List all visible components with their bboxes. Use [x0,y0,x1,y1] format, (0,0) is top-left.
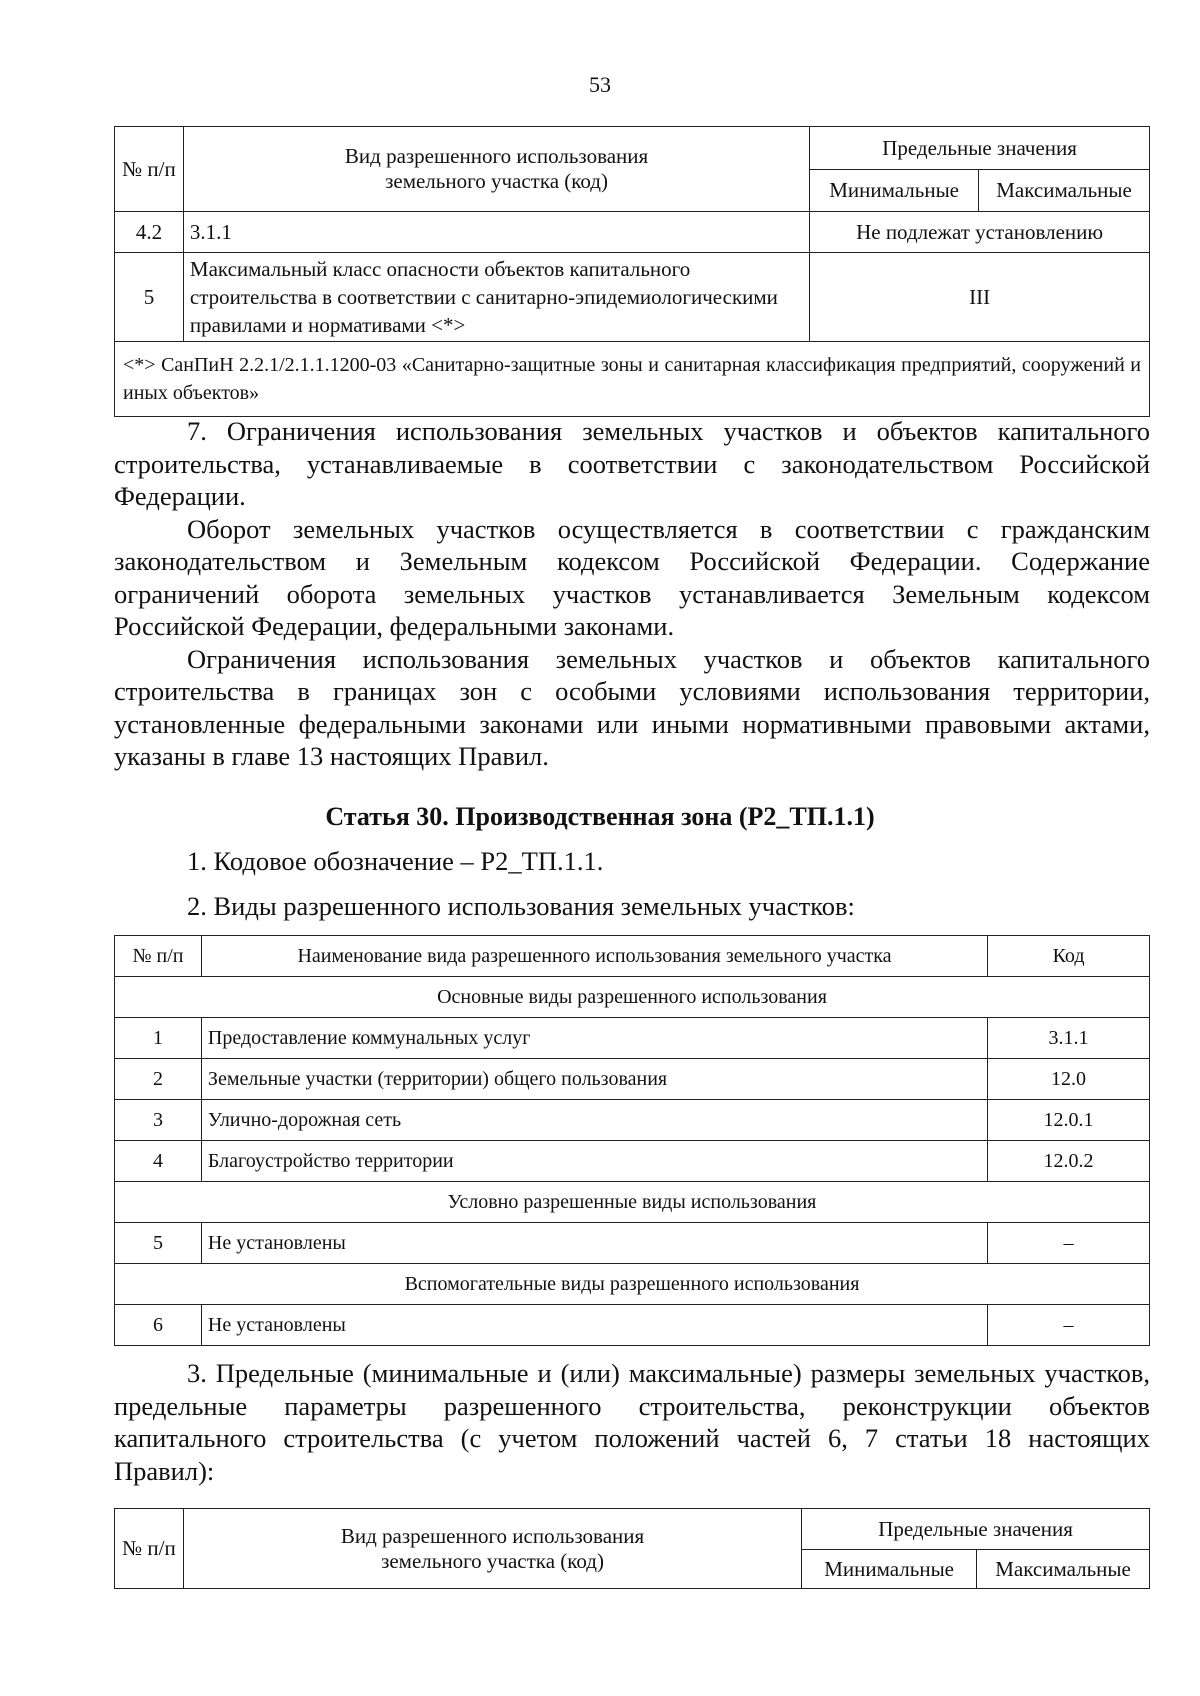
header-type: Вид разрешенного использования земельного участка (код) [183,1509,801,1589]
header-limits: Предельные значения [810,127,1150,170]
article-heading: Статья 30. Производственная зона (Р2_ТП.1.1) [325,802,875,831]
header-limits: Предельные значения [802,1509,1150,1550]
header-max: Максимальные [979,170,1150,212]
row-num: 5 [115,1223,202,1264]
row-name: Улично-дорожная сеть [201,1100,987,1141]
table-row [115,1018,1150,1059]
header-name: Наименование вида разрешенного использования земельного участка [201,936,987,977]
header-min: Минимальные [802,1550,977,1589]
section-auxiliary: Вспомогательные виды разрешенного использования [115,1264,1150,1305]
row-type: Максимальный класс опасности объектов капитального строительства в соответствии с санитарно-эпидемиологическими правилами и нормативами <*> [183,253,809,342]
row-type: 3.1.1 [183,212,809,253]
paragraph-3: 3. Предельные (минимальные и (или) максимальные) размеры земельных участков, предельные параметры разрешенного строительства, реконструкции объектов капитального строительства (с учетом положений частей 6, 7 статьи 18 настоящих Правил): [114,1358,1150,1486]
header-code: Код [988,936,1150,977]
limits-table-top [114,126,1150,417]
page-number: 53 [589,72,611,97]
row-code: – [988,1305,1150,1346]
table-row [115,1305,1150,1346]
body-text [114,415,1150,773]
row-name: Не установлены [201,1305,987,1346]
paragraph-7: 7. Ограничения использования земельных участков и объектов капитального строительства, устанавливаемые в соответствии с законодательством Российской Федерации. [114,416,1150,511]
row-value: Не подлежат установлению [810,212,1150,253]
row-num: 3 [115,1100,202,1141]
row-name: Земельные участки (территории) общего пользования [201,1059,987,1100]
paragraph-restrictions: Ограничения использования земельных участков и объектов капитального строительства в границах зон с особыми условиями использования территории, установленные федеральными законами или иными нормативными правовыми актами, указаны в главе 13 настоящих Правил. [114,643,1150,771]
table-row [115,1223,1150,1264]
row-code: 12.0 [988,1059,1150,1100]
table-row [115,1059,1150,1100]
body-text-3 [114,1357,1150,1487]
item-use-types: 2. Виды разрешенного использования земельных участков: [187,891,855,921]
header-type: Вид разрешенного использования земельного участка (код) [183,127,809,212]
row-name: Предоставление коммунальных услуг [201,1018,987,1059]
row-code: 12.0.2 [988,1141,1150,1182]
header-num: № п/п [115,127,184,212]
section-main: Основные виды разрешенного использования [115,977,1150,1018]
row-code: 3.1.1 [988,1018,1150,1059]
header-max: Максимальные [977,1550,1150,1589]
header-min: Минимальные [810,170,979,212]
table-row [115,1141,1150,1182]
row-name: Не установлены [201,1223,987,1264]
table-footnote: <*> СанПиН 2.2.1/2.1.1.1200-03 «Санитарно-защитные зоны и санитарная классификация предприятий, сооружений и иных объектов» [115,342,1150,417]
header-num: № п/п [115,936,202,977]
row-num: 4.2 [115,212,184,253]
limits-table-bottom [114,1508,1150,1589]
row-num: 5 [115,253,184,342]
paragraph-turnover: Оборот земельных участков осуществляется в соответствии с гражданским законодательством и Земельным кодексом Российской Федерации. Содержание ограничений оборота земельных участков устанавливается Земельным кодексом Российской Федерации, федеральными законами. [114,513,1150,641]
row-code: 12.0.1 [988,1100,1150,1141]
table-row [115,253,1150,342]
row-num: 2 [115,1059,202,1100]
section-conditional: Условно разрешенные виды использования [115,1182,1150,1223]
row-num: 1 [115,1018,202,1059]
row-name: Благоустройство территории [201,1141,987,1182]
row-num: 6 [115,1305,202,1346]
item-code: 1. Кодовое обозначение – Р2_ТП.1.1. [187,846,604,876]
row-code: – [988,1223,1150,1264]
row-num: 4 [115,1141,202,1182]
row-value: III [810,253,1150,342]
table-row [115,1100,1150,1141]
table-row [115,212,1150,253]
use-types-table [114,935,1150,1346]
header-num: № п/п [115,1509,184,1589]
